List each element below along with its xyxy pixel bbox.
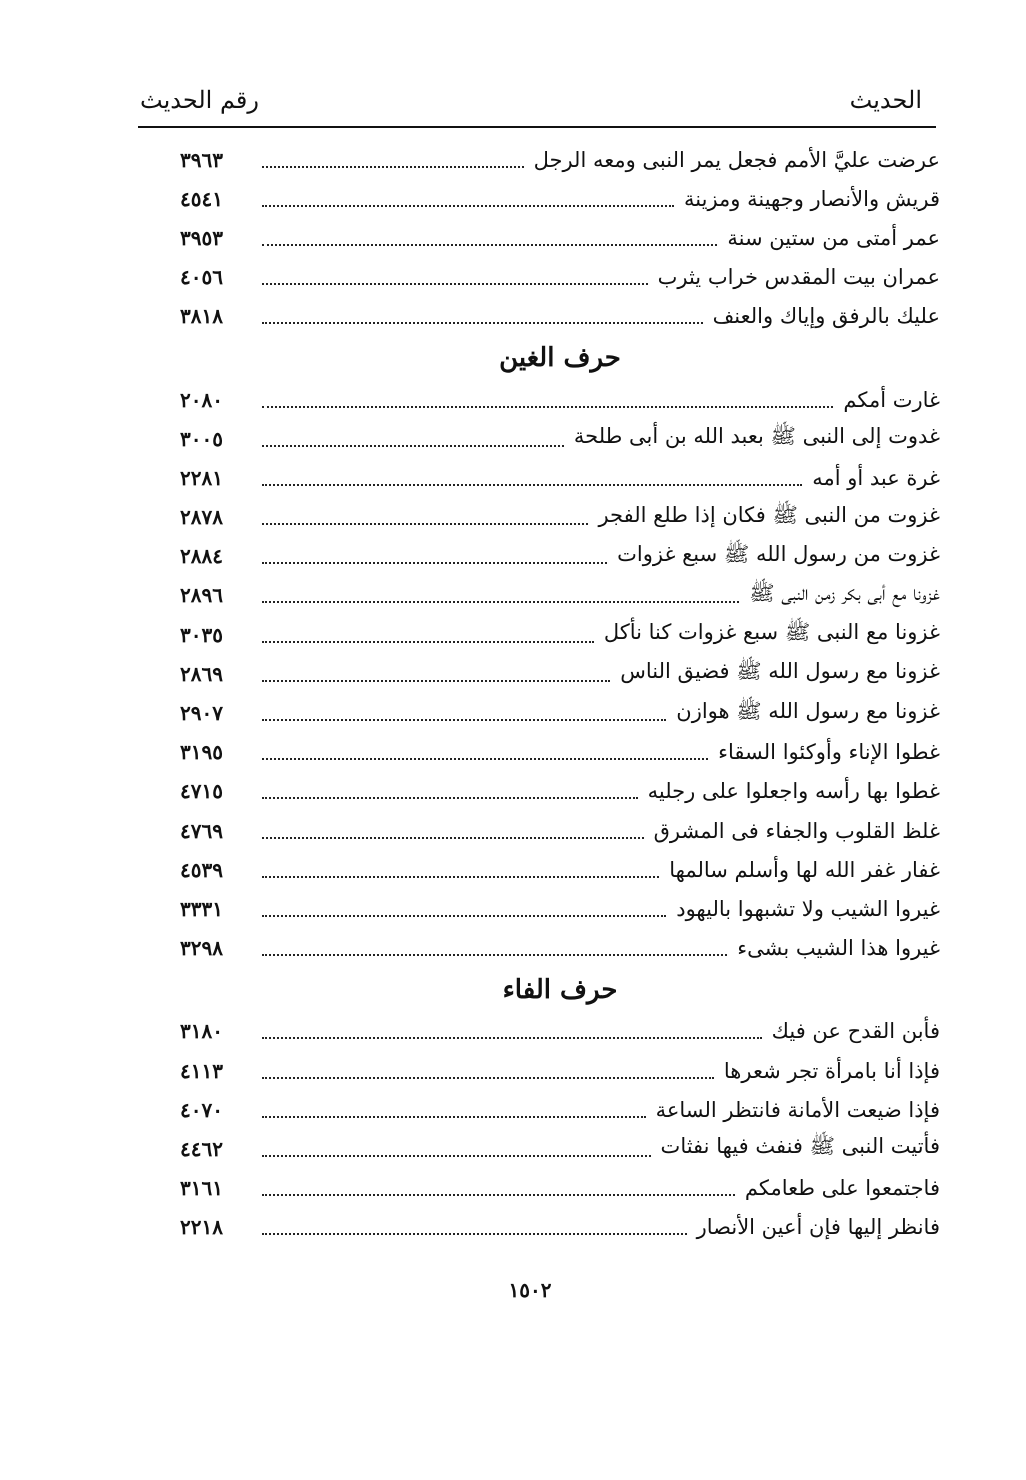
hadith-text: غلظ القلوب والجفاء فى المشرق [653,818,940,843]
hadith-number: ٣٩٦٣ [180,147,223,172]
hadith-text: عليك بالرفق وإياك والعنف [712,304,940,329]
hadith-number: ٤٥٤١ [180,186,223,211]
dot-leader [262,556,607,564]
hadith-number: ٤١١٣ [180,1058,223,1083]
index-entry [180,1012,940,1051]
hadith-number: ٣١٦١ [180,1176,223,1201]
hadith-number: ٣٣٣١ [180,896,223,921]
dot-leader [262,238,717,246]
dot-leader [262,439,564,447]
hadith-text: غزونا مع رسول الله ﷺ فضيق الناس [620,659,940,684]
hadith-text: غفار غفر الله لها وأسلم سالمها [669,857,940,882]
index-entry [180,1208,940,1247]
dot-leader [262,831,644,839]
dot-leader [262,791,638,799]
dot-leader [262,1227,687,1235]
index-entry [180,693,940,732]
hadith-text: غزونا مع أبى بكر زمن النبى ﷺ [749,580,940,605]
hadith-text: غطوا بها رأسه واجعلوا على رجليه [647,779,940,804]
hadith-text: عمر أمتى من ستين سنة [727,225,940,250]
index-entry [180,929,940,968]
index-entry [180,889,940,928]
dot-leader [262,517,588,525]
hadith-text: فانظر إليها فإن أعين الأنصار [696,1215,940,1240]
hadith-text: فإذا ضيعت الأمانة فانتظر الساعة [655,1097,940,1122]
hadith-number: ٢٠٨٠ [180,387,223,412]
hadith-text: فإذا أنا بامرأة تجر شعرها [723,1058,940,1083]
index-entry [180,419,940,458]
hadith-number: ٣٩٥٣ [180,225,223,250]
hadith-number: ٢٢١٨ [180,1215,223,1240]
dot-leader [262,948,727,956]
hadith-text: فأتيت النبى ﷺ فنفث فيها نفثات [660,1134,940,1159]
hadith-text: غزوت من النبى ﷺ فكان إذا طلع الفجر [598,502,940,527]
section-heading: حرف الفاء [502,974,618,1005]
hadith-number: ٤٠٥٦ [180,265,223,290]
page-number: ١٥٠٢ [508,1278,552,1302]
header-rule [138,126,936,128]
hadith-number: ٤٠٧٠ [180,1097,223,1122]
hadith-text: عمران بيت المقدس خراب يثرب [657,265,940,290]
dot-leader [262,400,833,408]
index-entry [180,1129,940,1168]
hadith-number: ٣٠٠٥ [180,426,223,451]
hadith-text: قريش والأنصار وجهينة ومزينة [684,186,940,211]
dot-leader [262,1071,714,1079]
dot-leader [262,160,524,168]
dot-leader [262,478,802,486]
hadith-number-column-title: رقم الحديث [140,86,259,114]
dot-leader [262,595,739,603]
dot-leader [262,1110,646,1118]
hadith-number: ٢٨٧٨ [180,505,223,530]
index-entry [180,1169,940,1208]
hadith-text: غيروا هذا الشيب بشىء [737,936,940,961]
index-entry [180,850,940,889]
hadith-text: عرضت عليَّ الأمم فجعل يمر النبى ومعه الرجل [533,147,940,172]
column-header [140,86,930,126]
dot-leader [262,1188,735,1196]
hadith-text: غزوت من رسول الله ﷺ سبع غزوات [617,541,940,566]
dot-leader [262,713,666,721]
hadith-text: غرة عبد أو أمه [812,465,940,490]
index-entry [180,733,940,772]
index-entry [180,218,940,257]
hadith-number: ٤٧١٥ [180,779,223,804]
index-entry [180,576,940,615]
hadith-column-title: الحديث [849,86,922,114]
index-entry [180,615,940,654]
hadith-text: فاجتمعوا على طعامكم [744,1176,940,1201]
dot-leader [262,1149,651,1157]
dot-leader [262,316,703,324]
hadith-number: ٢٨٦٩ [180,661,223,686]
hadith-text: غدوت إلى النبى ﷺ بعبد الله بن أبى طلحة [573,424,940,449]
hadith-text: غارت أمكم [843,387,940,412]
index-entry [180,811,940,850]
index-entry [180,179,940,218]
hadith-index-list [180,140,940,1247]
hadith-number: ٣١٩٥ [180,740,223,765]
hadith-number: ٢٢٨١ [180,465,223,490]
dot-leader [262,277,648,285]
hadith-text: غزونا مع رسول الله ﷺ هوازن [676,698,940,723]
index-entry [180,380,940,419]
hadith-number: ٢٨٩٦ [180,583,223,608]
hadith-number: ٣٨١٨ [180,304,223,329]
index-entry [180,297,940,336]
hadith-text: غيروا الشيب ولا تشبهوا باليهود [676,896,940,921]
index-entry [180,498,940,537]
dot-leader [262,1031,762,1039]
hadith-number: ٣١٨٠ [180,1019,223,1044]
index-entry [180,258,940,297]
dot-leader [262,199,674,207]
hadith-number: ٤٧٦٩ [180,818,223,843]
index-entry [180,1090,940,1129]
dot-leader [262,674,610,682]
hadith-number: ٢٩٠٧ [180,701,223,726]
index-entry [180,1051,940,1090]
index-entry [180,458,940,497]
dot-leader [262,909,666,917]
index-entry [180,772,940,811]
index-entry [180,140,940,179]
hadith-number: ٢٨٨٤ [180,544,223,569]
dot-leader [262,870,659,878]
index-entry [180,537,940,576]
hadith-number: ٤٥٣٩ [180,857,223,882]
hadith-number: ٤٤٦٢ [180,1136,223,1161]
hadith-text: غزونا مع النبى ﷺ سبع غزوات كنا نأكل [603,620,940,645]
hadith-text: غطوا الإناء وأوكئوا السقاء [718,740,940,765]
dot-leader [262,635,594,643]
hadith-number: ٣٠٣٥ [180,622,223,647]
section-heading: حرف الغين [499,342,621,373]
hadith-text: فأبن القدح عن فيك [771,1019,940,1044]
dot-leader [262,752,708,760]
hadith-number: ٣٢٩٨ [180,936,223,961]
index-entry [180,654,940,693]
